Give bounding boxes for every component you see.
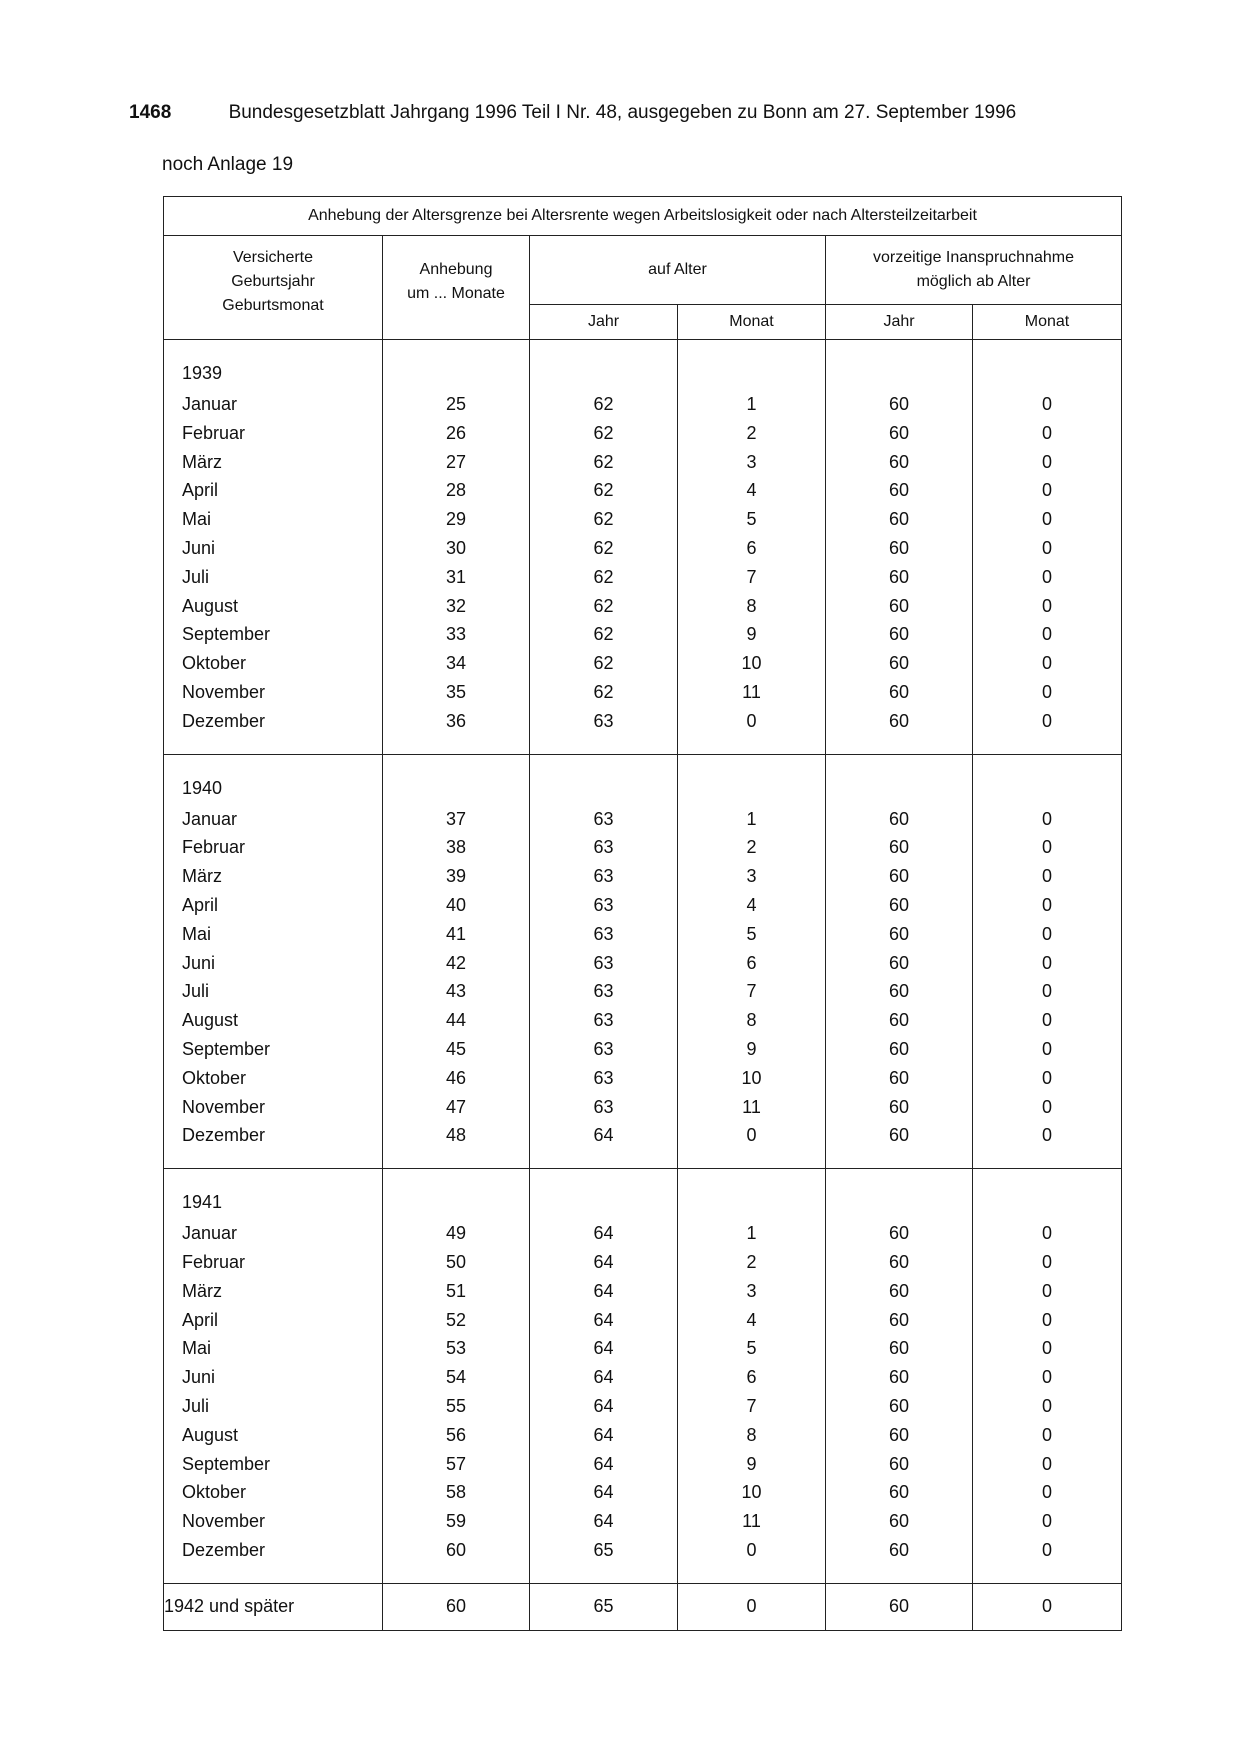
raise-months: 37 <box>445 808 467 829</box>
column-month-label <box>164 1169 383 1584</box>
month-label: Juni <box>182 952 216 973</box>
column-age-month <box>678 340 826 755</box>
month-label: August <box>182 595 239 616</box>
age-month: 7 <box>746 566 757 587</box>
early-month: 0 <box>1041 566 1052 587</box>
early-month: 0 <box>1041 1280 1052 1301</box>
early-year: 60 <box>888 923 910 944</box>
column-raise-months <box>383 340 530 755</box>
age-month: 2 <box>746 1251 757 1272</box>
month-label: August <box>182 1010 239 1031</box>
raise-months: 30 <box>445 537 467 558</box>
column-age-year <box>530 754 678 1169</box>
age-year: 62 <box>593 509 614 530</box>
month-label: November <box>182 1096 266 1117</box>
annex-label: noch Anlage 19 <box>162 154 294 175</box>
month-label: Februar <box>182 422 246 443</box>
month-label: Dezember <box>182 1539 266 1560</box>
column-age-month <box>678 1169 826 1584</box>
raise-months: 56 <box>445 1424 467 1445</box>
age-month: 9 <box>746 624 757 645</box>
age-year: 63 <box>593 808 614 829</box>
header-raise-line1: Anhebung <box>419 261 493 278</box>
raise-months: 54 <box>445 1367 467 1388</box>
column-early-year <box>826 340 973 755</box>
early-year: 60 <box>888 1453 910 1474</box>
table-body <box>164 340 1122 1631</box>
age-year: 63 <box>593 837 614 858</box>
age-year: 64 <box>593 1338 614 1359</box>
age-year: 63 <box>593 894 614 915</box>
column-month-label <box>164 340 383 755</box>
early-month: 0 <box>1041 1453 1052 1474</box>
age-year: 65 <box>593 1539 614 1560</box>
early-month: 0 <box>1041 394 1052 414</box>
early-month: 0 <box>1041 681 1052 702</box>
month-label: Dezember <box>182 710 266 731</box>
early-year: 60 <box>888 451 910 472</box>
month-label: Juli <box>182 566 210 587</box>
age-month: 1 <box>746 1223 757 1244</box>
age-month: 5 <box>746 1338 757 1359</box>
month-label: Oktober <box>182 653 247 674</box>
early-month: 0 <box>1041 624 1052 645</box>
age-year: 64 <box>593 1511 614 1532</box>
age-month: 3 <box>746 1280 757 1301</box>
age-year: 64 <box>593 1453 614 1474</box>
age-year: 63 <box>593 923 614 944</box>
age-month: 9 <box>746 1453 757 1474</box>
age-year: 63 <box>593 1067 614 1088</box>
header-raise <box>383 236 530 340</box>
final-early-year: 60 <box>826 1583 973 1630</box>
age-month: 10 <box>741 1067 762 1088</box>
header-early-line1: vorzeitige Inanspruchnahme <box>872 249 1074 266</box>
year-group-1940 <box>164 754 1122 1169</box>
early-year: 60 <box>888 808 910 829</box>
early-month: 0 <box>1041 1482 1052 1503</box>
month-label: März <box>182 866 222 887</box>
early-year: 60 <box>888 1338 910 1359</box>
early-month: 0 <box>1041 981 1052 1002</box>
month-label: November <box>182 1511 266 1532</box>
age-year: 63 <box>593 1096 614 1117</box>
final-age-year: 65 <box>530 1583 678 1630</box>
birth-year: 1939 <box>182 363 223 383</box>
early-year: 60 <box>888 394 910 414</box>
age-month: 1 <box>746 808 757 829</box>
age-year: 63 <box>593 952 614 973</box>
early-month: 0 <box>1041 1511 1052 1532</box>
month-label: Mai <box>182 923 212 944</box>
month-label: September <box>182 624 271 645</box>
early-year: 60 <box>888 1424 910 1445</box>
early-year: 60 <box>888 1280 910 1301</box>
age-month: 9 <box>746 1038 757 1059</box>
raise-months: 53 <box>445 1338 467 1359</box>
header-age-year: Jahr <box>530 305 678 340</box>
month-label: Februar <box>182 837 246 858</box>
early-year: 60 <box>888 624 910 645</box>
header-age: auf Alter <box>530 236 826 305</box>
early-year: 60 <box>888 480 910 501</box>
early-year: 60 <box>888 653 910 674</box>
year-group-1941 <box>164 1169 1122 1584</box>
month-label: Juli <box>182 1395 210 1416</box>
age-year: 63 <box>593 981 614 1002</box>
early-year: 60 <box>888 1539 910 1560</box>
raise-months: 32 <box>445 595 467 616</box>
raise-months: 59 <box>445 1511 467 1532</box>
age-month: 8 <box>746 1424 757 1445</box>
early-month: 0 <box>1041 480 1052 501</box>
page-header <box>129 102 1016 124</box>
early-year: 60 <box>888 837 910 858</box>
age-month: 10 <box>741 653 762 674</box>
final-age-month: 0 <box>678 1583 826 1630</box>
month-label: März <box>182 1280 222 1301</box>
early-month: 0 <box>1041 422 1052 443</box>
early-year: 60 <box>888 509 910 530</box>
raise-months: 46 <box>445 1067 467 1088</box>
raise-months: 42 <box>445 952 467 973</box>
raise-months: 57 <box>445 1453 467 1474</box>
age-year: 64 <box>593 1482 614 1503</box>
age-year: 62 <box>593 653 614 674</box>
age-month: 2 <box>746 422 757 443</box>
age-year: 62 <box>593 422 614 443</box>
month-label: Juni <box>182 1367 216 1388</box>
birth-year: 1940 <box>182 777 223 798</box>
column-early-month <box>973 754 1122 1169</box>
raise-months: 34 <box>445 653 467 674</box>
age-month: 7 <box>746 1395 757 1416</box>
raise-months: 60 <box>445 1539 467 1560</box>
age-year: 64 <box>593 1424 614 1445</box>
early-year: 60 <box>888 566 910 587</box>
header-insured-line3: Geburtsmonat <box>222 297 324 314</box>
age-year: 63 <box>593 710 614 731</box>
early-month: 0 <box>1041 1038 1052 1059</box>
header-age-month: Monat <box>678 305 826 340</box>
header-early-line2: möglich ab Alter <box>916 273 1031 290</box>
age-year: 64 <box>593 1125 614 1146</box>
age-month: 8 <box>746 1010 757 1031</box>
early-month: 0 <box>1041 837 1052 858</box>
column-month-label <box>164 754 383 1169</box>
month-label: Mai <box>182 1338 212 1359</box>
column-early-month <box>973 340 1122 755</box>
raise-months: 49 <box>445 1223 467 1244</box>
month-label: November <box>182 681 266 702</box>
early-year: 60 <box>888 952 910 973</box>
age-year: 62 <box>593 480 614 501</box>
early-year: 60 <box>888 1038 910 1059</box>
month-label: Januar <box>182 394 238 414</box>
age-month: 11 <box>742 681 761 702</box>
early-year: 60 <box>888 1251 910 1272</box>
early-year: 60 <box>888 422 910 443</box>
early-month: 0 <box>1041 1395 1052 1416</box>
page-number: 1468 <box>129 102 172 123</box>
month-label: Januar <box>182 1223 238 1244</box>
age-year: 62 <box>593 681 614 702</box>
early-month: 0 <box>1041 509 1052 530</box>
header-early-month: Monat <box>973 305 1122 340</box>
early-year: 60 <box>888 1125 910 1146</box>
early-year: 60 <box>888 681 910 702</box>
age-month: 5 <box>746 509 757 530</box>
raise-months: 47 <box>445 1096 467 1117</box>
age-year: 64 <box>593 1223 614 1244</box>
month-label: Januar <box>182 808 238 829</box>
early-month: 0 <box>1041 1067 1052 1088</box>
age-year: 64 <box>593 1251 614 1272</box>
early-month: 0 <box>1041 451 1052 472</box>
column-early-month <box>973 1169 1122 1584</box>
age-month: 6 <box>746 537 757 558</box>
raise-months: 41 <box>445 923 467 944</box>
month-label: Februar <box>182 1251 246 1272</box>
raise-months: 48 <box>445 1125 467 1146</box>
early-month: 0 <box>1041 537 1052 558</box>
age-month: 8 <box>746 595 757 616</box>
month-label: Oktober <box>182 1067 247 1088</box>
age-year: 63 <box>593 1038 614 1059</box>
age-year: 62 <box>593 624 614 645</box>
raise-months: 35 <box>445 681 467 702</box>
early-month: 0 <box>1041 595 1052 616</box>
column-early-year <box>826 1169 973 1584</box>
raise-months: 26 <box>445 422 467 443</box>
early-month: 0 <box>1041 1096 1052 1117</box>
age-year: 62 <box>593 595 614 616</box>
age-year: 62 <box>593 566 614 587</box>
header-early-year: Jahr <box>826 305 973 340</box>
early-month: 0 <box>1041 1125 1052 1146</box>
age-month: 0 <box>746 710 757 731</box>
age-month: 7 <box>746 981 757 1002</box>
age-year: 64 <box>593 1395 614 1416</box>
age-month: 2 <box>746 837 757 858</box>
column-age-year <box>530 1169 678 1584</box>
column-age-year <box>530 340 678 755</box>
early-month: 0 <box>1041 1424 1052 1445</box>
early-year: 60 <box>888 1067 910 1088</box>
column-raise-months <box>383 754 530 1169</box>
raise-months: 28 <box>445 480 467 501</box>
age-month: 1 <box>746 394 757 414</box>
month-label: April <box>182 480 219 501</box>
month-label: April <box>182 1309 219 1330</box>
age-year: 64 <box>593 1309 614 1330</box>
age-month: 3 <box>746 866 757 887</box>
raise-months: 45 <box>445 1038 467 1059</box>
month-label: Oktober <box>182 1482 247 1503</box>
birth-year: 1941 <box>182 1192 223 1213</box>
early-month: 0 <box>1041 1309 1052 1330</box>
early-month: 0 <box>1041 1223 1052 1244</box>
month-label: März <box>182 451 222 472</box>
early-year: 60 <box>888 537 910 558</box>
age-year: 64 <box>593 1280 614 1301</box>
early-month: 0 <box>1041 1338 1052 1359</box>
month-label: Juli <box>182 981 210 1002</box>
gazette-title: Bundesgesetzblatt Jahrgang 1996 Teil I Nr. 48, ausgegeben zu Bonn am 27. September 1996 <box>228 102 1017 123</box>
early-month: 0 <box>1041 923 1052 944</box>
month-label: Dezember <box>182 1125 266 1146</box>
raise-months: 55 <box>445 1395 467 1416</box>
raise-months: 27 <box>445 451 467 472</box>
age-month: 0 <box>746 1539 757 1560</box>
age-year: 63 <box>593 866 614 887</box>
early-month: 0 <box>1041 1010 1052 1031</box>
age-year: 62 <box>593 451 614 472</box>
early-year: 60 <box>888 595 910 616</box>
age-month: 4 <box>746 1309 757 1330</box>
table-caption: Anhebung der Altersgrenze bei Altersrente wegen Arbeitslosigkeit oder nach Altersteilzeitarbeit <box>164 197 1122 236</box>
early-month: 0 <box>1041 1539 1052 1560</box>
raise-months: 29 <box>445 509 467 530</box>
age-month: 6 <box>746 1367 757 1388</box>
early-year: 60 <box>888 1010 910 1031</box>
early-month: 0 <box>1041 1367 1052 1388</box>
age-month: 0 <box>746 1125 757 1146</box>
early-month: 0 <box>1041 952 1052 973</box>
column-early-year <box>826 754 973 1169</box>
age-month: 11 <box>742 1096 761 1117</box>
early-year: 60 <box>888 1223 910 1244</box>
raise-months: 52 <box>445 1309 467 1330</box>
early-month: 0 <box>1041 866 1052 887</box>
early-year: 60 <box>888 1367 910 1388</box>
raise-months: 50 <box>445 1251 467 1272</box>
month-label: April <box>182 894 219 915</box>
column-raise-months <box>383 1169 530 1584</box>
header-insured-line1: Versicherte <box>232 249 314 266</box>
early-year: 60 <box>888 1309 910 1330</box>
month-label: August <box>182 1424 239 1445</box>
early-year: 60 <box>888 866 910 887</box>
early-year: 60 <box>888 894 910 915</box>
final-row <box>164 1583 1122 1630</box>
age-month: 4 <box>746 480 757 501</box>
early-year: 60 <box>888 1511 910 1532</box>
raise-months: 40 <box>445 894 467 915</box>
raise-months: 31 <box>445 566 467 587</box>
age-month: 10 <box>741 1482 762 1503</box>
raise-months: 43 <box>445 981 467 1002</box>
raise-months: 51 <box>445 1280 467 1301</box>
age-month: 4 <box>746 894 757 915</box>
raise-months: 33 <box>445 624 467 645</box>
month-label: September <box>182 1453 271 1474</box>
final-month-label: 1942 und später <box>164 1583 383 1630</box>
early-month: 0 <box>1041 808 1052 829</box>
age-month: 11 <box>742 1511 761 1532</box>
age-year: 62 <box>593 394 614 414</box>
age-month: 3 <box>746 451 757 472</box>
early-year: 60 <box>888 1482 910 1503</box>
raise-months: 39 <box>445 866 467 887</box>
month-label: September <box>182 1038 271 1059</box>
early-year: 60 <box>888 1096 910 1117</box>
final-raise-months: 60 <box>383 1583 530 1630</box>
age-month: 6 <box>746 952 757 973</box>
early-month: 0 <box>1041 653 1052 674</box>
early-year: 60 <box>888 710 910 731</box>
final-early-month: 0 <box>973 1583 1122 1630</box>
raise-months: 38 <box>445 837 467 858</box>
raise-months: 25 <box>445 394 467 414</box>
header-raise-line2: um ... Monate <box>407 285 505 302</box>
early-year: 60 <box>888 1395 910 1416</box>
age-year: 62 <box>593 537 614 558</box>
age-limit-table <box>163 196 1122 1631</box>
early-year: 60 <box>888 981 910 1002</box>
header-insured-line2: Geburtsjahr <box>231 273 315 290</box>
raise-months: 36 <box>445 710 467 731</box>
raise-months: 44 <box>445 1010 467 1031</box>
raise-months: 58 <box>445 1482 467 1503</box>
age-year: 64 <box>593 1367 614 1388</box>
header-early <box>826 236 1122 305</box>
year-group-1939 <box>164 340 1122 755</box>
month-label: Mai <box>182 509 212 530</box>
month-label: Juni <box>182 537 216 558</box>
early-month: 0 <box>1041 1251 1052 1272</box>
age-month: 5 <box>746 923 757 944</box>
age-year: 63 <box>593 1010 614 1031</box>
column-age-month <box>678 754 826 1169</box>
header-insured <box>164 236 383 340</box>
early-month: 0 <box>1041 894 1052 915</box>
early-month: 0 <box>1041 710 1052 731</box>
